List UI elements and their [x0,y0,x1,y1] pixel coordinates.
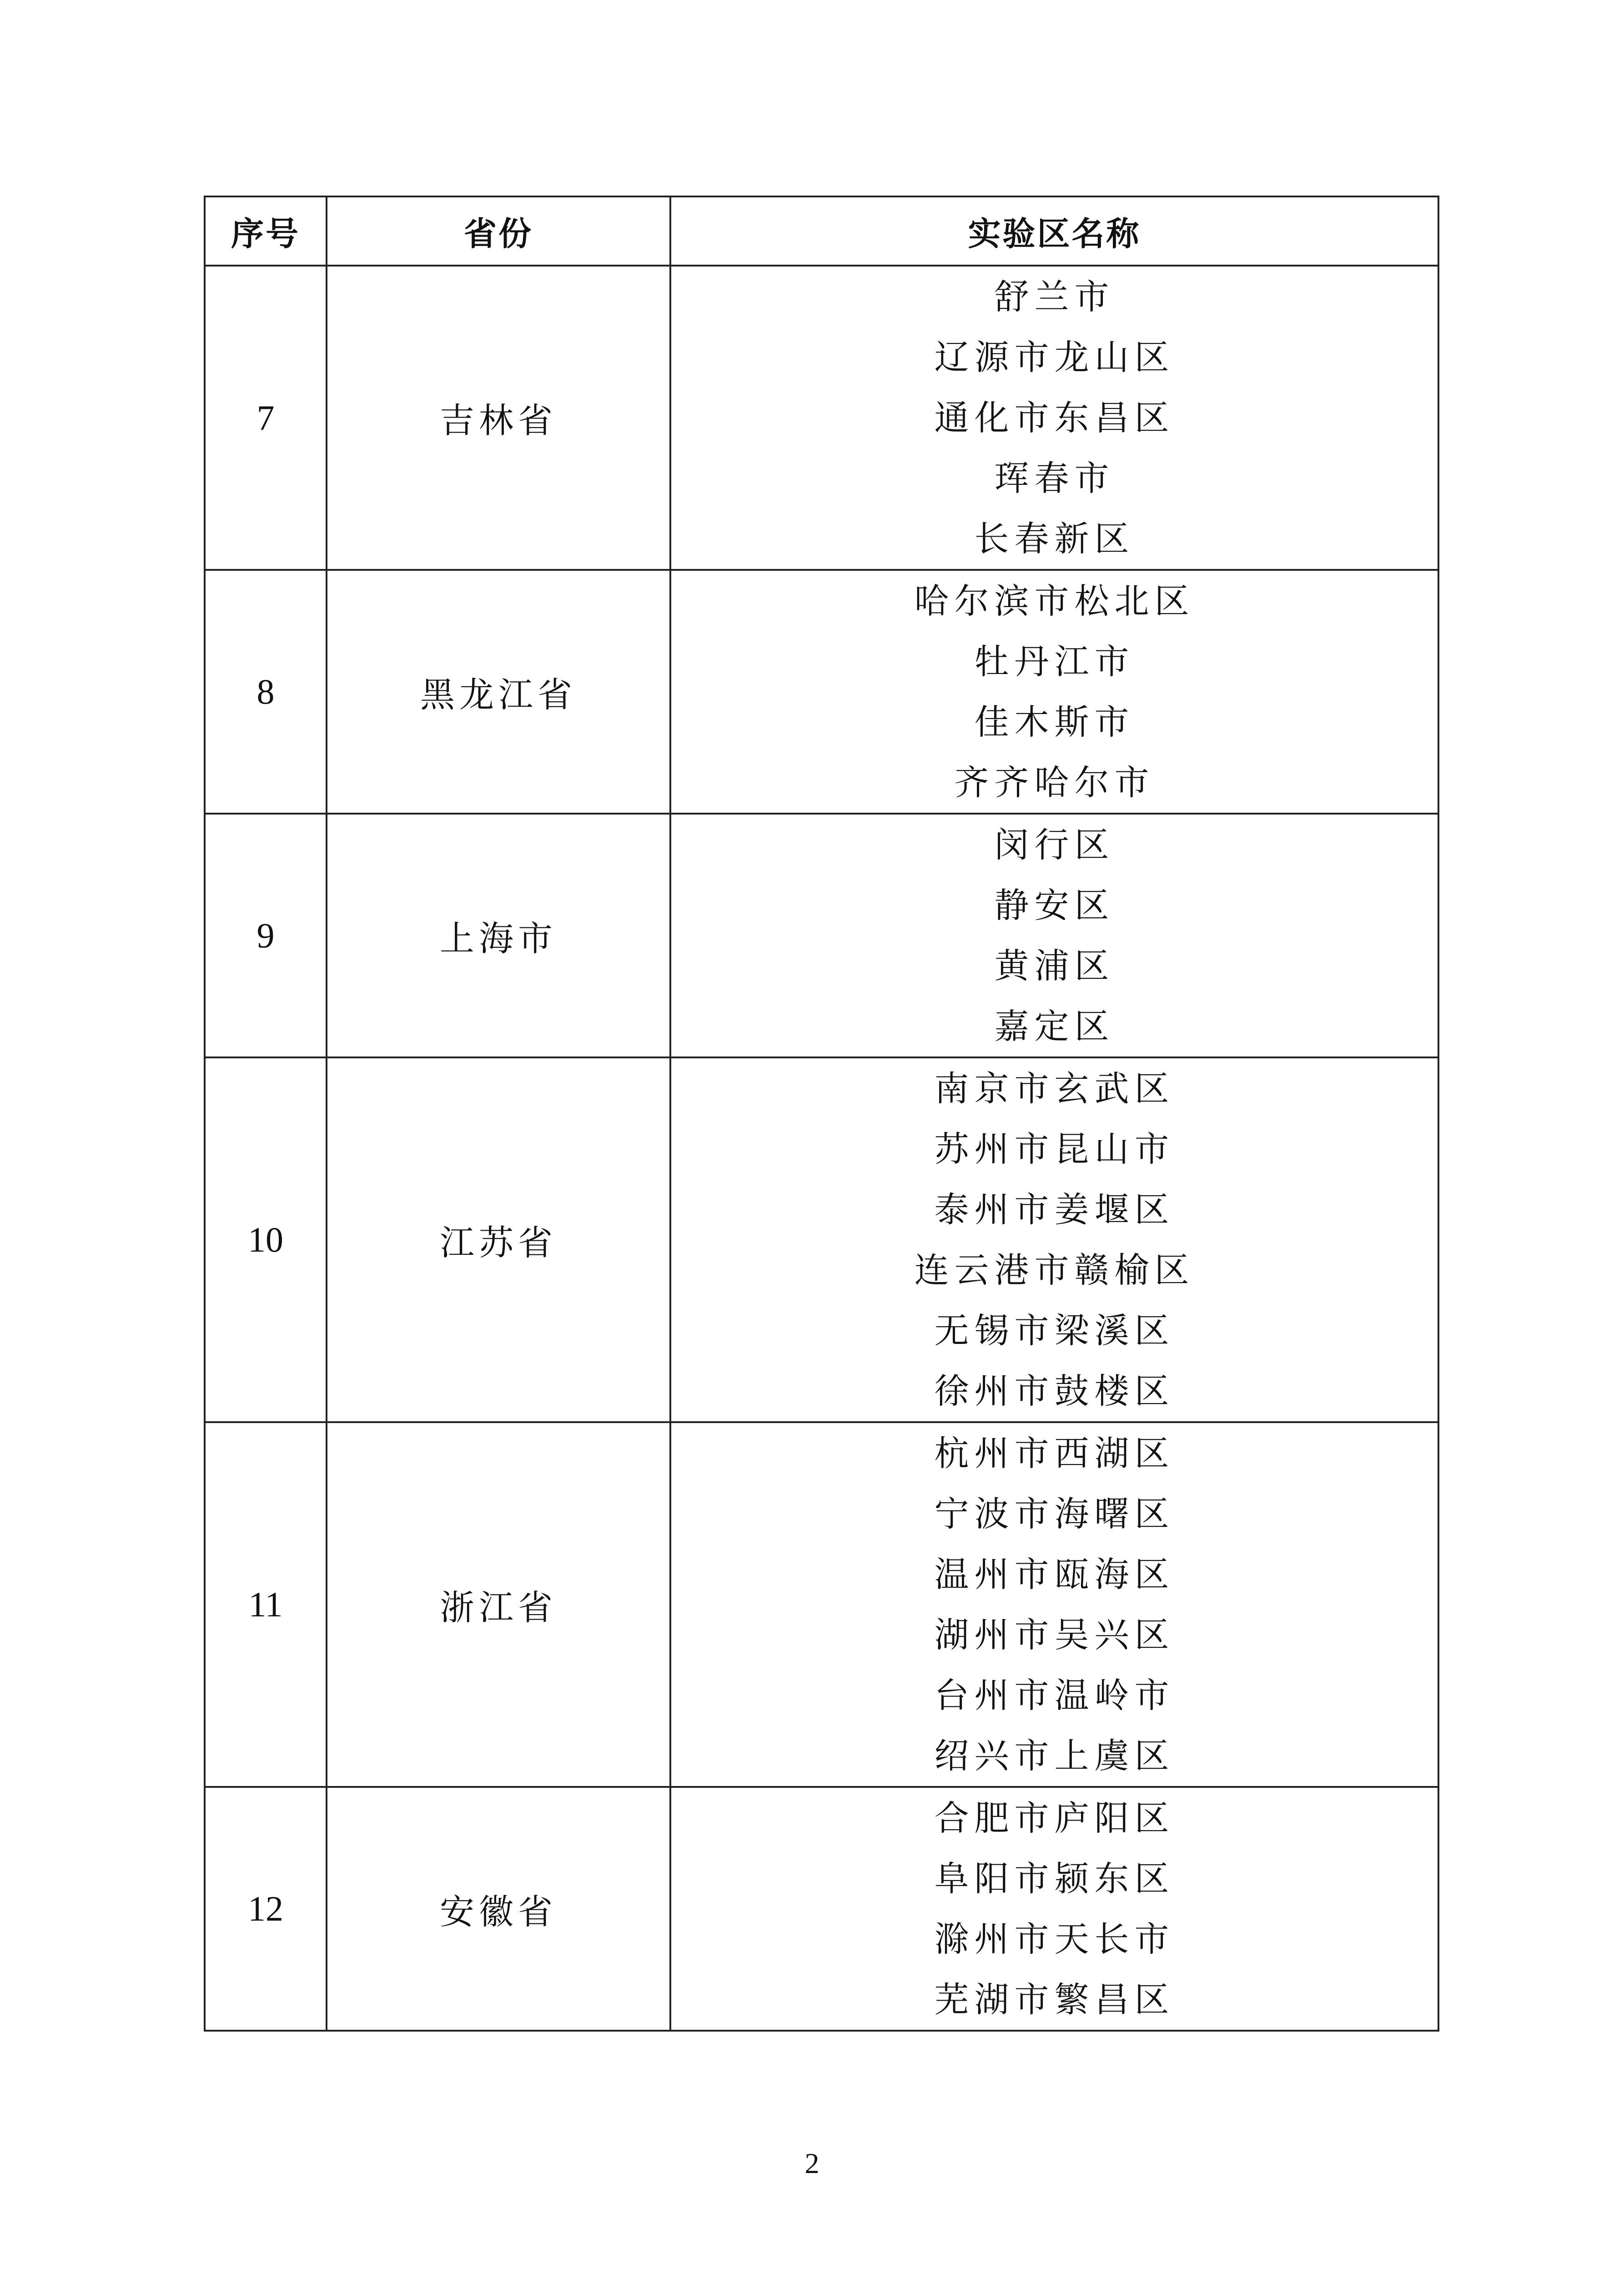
zone-name: 闵行区 [994,825,1115,865]
row-seq: 10 [205,1057,327,1422]
row-province: 浙江省 [327,1422,670,1787]
table-row [205,1422,1438,1787]
zone-name: 连云港市赣榆区 [914,1250,1195,1290]
table-row [205,266,1438,570]
experimental-zone-table [204,196,1439,2032]
row-province: 江苏省 [327,1057,670,1422]
page-number: 2 [804,2147,820,2179]
table-body [205,266,1438,2031]
row-seq: 11 [205,1422,327,1787]
zone-name: 合肥市庐阳区 [934,1798,1175,1838]
zone-name: 辽源市龙山区 [934,337,1175,377]
table-row [205,1787,1438,2031]
zone-name: 牡丹江市 [974,641,1135,682]
row-seq: 12 [205,1787,327,2031]
row-zone-list [670,1787,1438,2031]
row-zone-list [670,570,1438,814]
zone-name: 湖州市吴兴区 [934,1615,1175,1655]
row-seq: 8 [205,570,327,814]
zone-name: 哈尔滨市松北区 [914,581,1195,621]
table-row [205,814,1438,1057]
header-province: 省份 [327,196,670,266]
row-seq: 9 [205,814,327,1057]
row-province: 上海市 [327,814,670,1057]
row-province: 吉林省 [327,266,670,570]
zone-name: 泰州市姜堰区 [934,1189,1175,1230]
row-zone-list [670,1057,1438,1422]
row-province: 黑龙江省 [327,570,670,814]
zone-name: 宁波市海曙区 [934,1494,1175,1534]
zone-name: 滁州市天长市 [934,1919,1175,1959]
table-row [205,570,1438,814]
zone-name: 阜阳市颍东区 [934,1858,1175,1899]
zone-name: 珲春市 [994,458,1115,498]
row-zone-list [670,1422,1438,1787]
zone-name: 齐齐哈尔市 [954,762,1155,803]
zone-name: 嘉定区 [994,1006,1115,1046]
zone-name: 台州市温岭市 [934,1675,1175,1716]
table-header-row [205,196,1438,266]
table-row [205,1057,1438,1422]
zone-name: 黄浦区 [994,946,1115,986]
zone-name: 绍兴市上虞区 [934,1736,1175,1776]
zone-name: 舒兰市 [994,277,1115,317]
row-zone-list [670,814,1438,1057]
zone-name: 静安区 [994,885,1115,926]
zone-name: 南京市玄武区 [934,1068,1175,1109]
zone-name: 通化市东昌区 [934,397,1175,438]
zone-name: 无锡市梁溪区 [934,1310,1175,1351]
zone-name: 佳木斯市 [974,702,1135,742]
zone-name: 温州市瓯海区 [934,1554,1175,1595]
zone-name: 徐州市鼓楼区 [934,1371,1175,1411]
row-seq: 7 [205,266,327,570]
zone-name: 杭州市西湖区 [934,1433,1175,1474]
zone-name: 芜湖市繁昌区 [934,1979,1175,2020]
row-zone-list [670,266,1438,570]
header-zone-name: 实验区名称 [670,196,1438,266]
header-seq: 序号 [205,196,327,266]
zone-name: 长春新区 [974,518,1135,559]
row-province: 安徽省 [327,1787,670,2031]
zone-name: 苏州市昆山市 [934,1129,1175,1169]
